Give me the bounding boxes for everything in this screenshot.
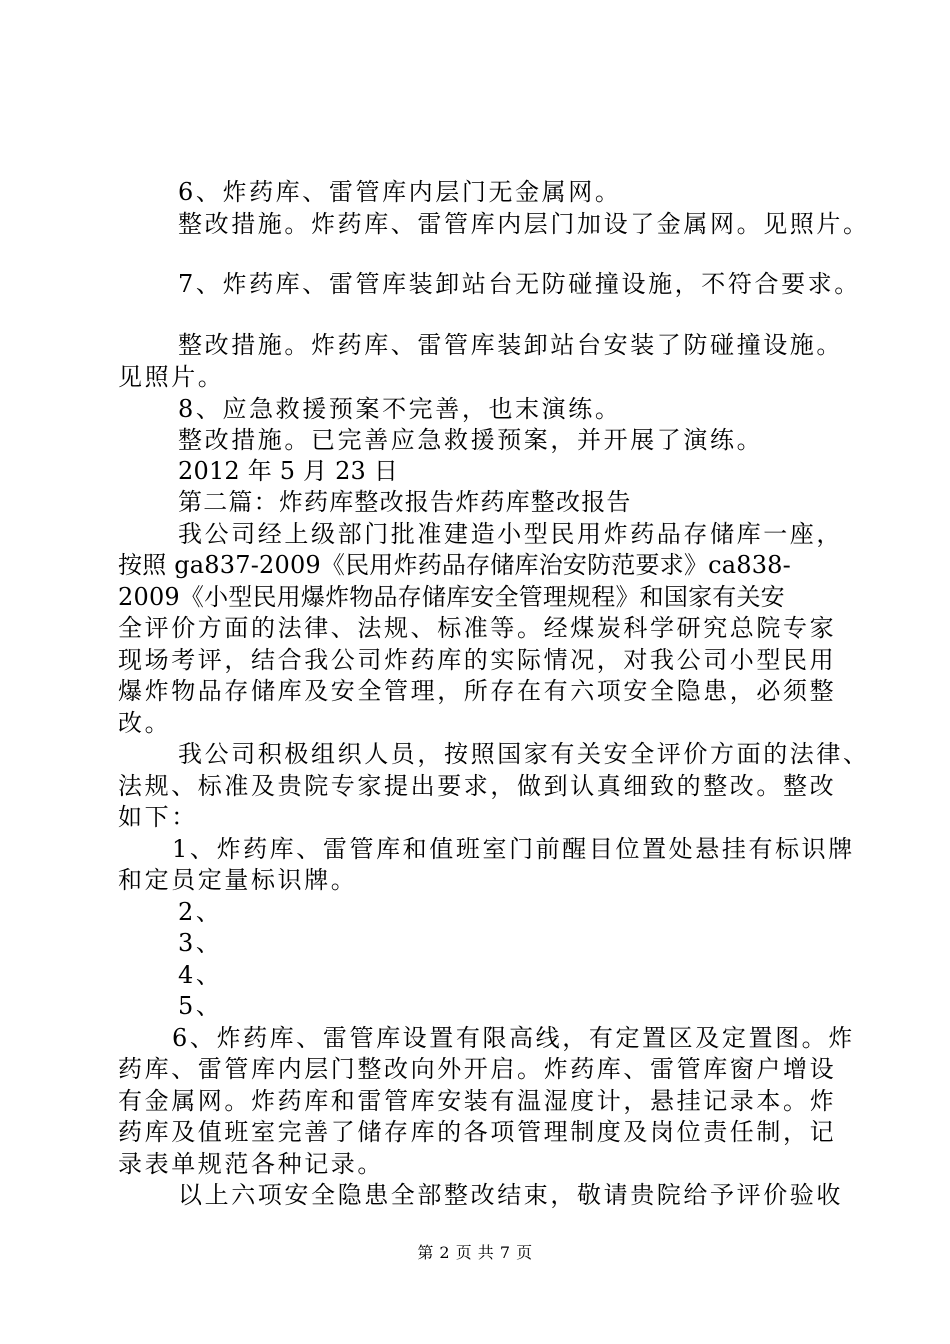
text-line: 有金属网。炸药库和雷管库安装有温湿度计，悬挂记录本。炸 [118,1087,837,1115]
text-line: 以上六项安全隐患全部整改结束，敬请贵院给予评价验收 [178,1181,843,1209]
text-line: 整改措施。炸药库、雷管库装卸站台安装了防碰撞设施。 [178,331,843,359]
list-item: 3、 [178,929,223,957]
text-line: 1、炸药库、雷管库和值班室门前醒目位置处悬挂有标识牌 [172,835,855,863]
text-line: 改。 [118,709,172,737]
page-number-footer: 第 2 页 共 7 页 [417,1243,533,1262]
text-line: 7、炸药库、雷管库装卸站台无防碰撞设施，不符合要求。 [178,270,861,298]
list-item: 5、 [178,992,223,1020]
text-line: 6、炸药库、雷管库内层门无金属网。 [178,178,622,206]
text-line: 法规、标准及贵院专家提出要求，做到认真细致的整改。整改 [118,772,837,800]
section-heading: 第二篇：炸药库整改报告炸药库整改报告 [178,488,632,516]
list-item: 4、 [178,961,223,989]
text-line: 我公司经上级部门批准建造小型民用炸药品存储库一座， [178,520,843,548]
text-line: 按照 ga837-2009《民用炸药品存储库治安防范要求》ca838- [118,551,791,579]
text-line: 现场考评，结合我公司炸药库的实际情况，对我公司小型民用 [118,646,837,674]
text-line: 整改措施。炸药库、雷管库内层门加设了金属网。见照片。 [178,210,870,238]
text-line: 录表单规范各种记录。 [118,1150,384,1178]
text-line: 和定员定量标识牌。 [118,866,358,894]
text-line: 2009《小型民用爆炸物品存储库安全管理规程》和国家有关安 [118,583,785,611]
text-line: 药库及值班室完善了储存库的各项管理制度及岗位责任制，记 [118,1118,837,1146]
text-line: 整改措施。已完善应急救援预案，并开展了演练。 [178,426,764,454]
text-line: 6、炸药库、雷管库设置有限高线，有定置区及定置图。炸 [172,1024,855,1052]
text-line: 见照片。 [118,363,225,391]
text-line: 全评价方面的法律、法规、标准等。经煤炭科学研究总院专家 [118,614,837,642]
text-line: 8、应急救援预案不完善，也末演练。 [178,395,622,423]
date-line: 2012 年 5 月 23 日 [178,457,399,485]
text-line: 药库、雷管库内层门整改向外开启。炸药库、雷管库窗户增设 [118,1055,837,1083]
text-line: 如下： [118,803,198,831]
list-item: 2、 [178,898,223,926]
text-line: 我公司积极组织人员，按照国家有关安全评价方面的法律、 [178,740,870,768]
text-line: 爆炸物品存储库及安全管理，所存在有六项安全隐患，必须整 [118,677,837,705]
